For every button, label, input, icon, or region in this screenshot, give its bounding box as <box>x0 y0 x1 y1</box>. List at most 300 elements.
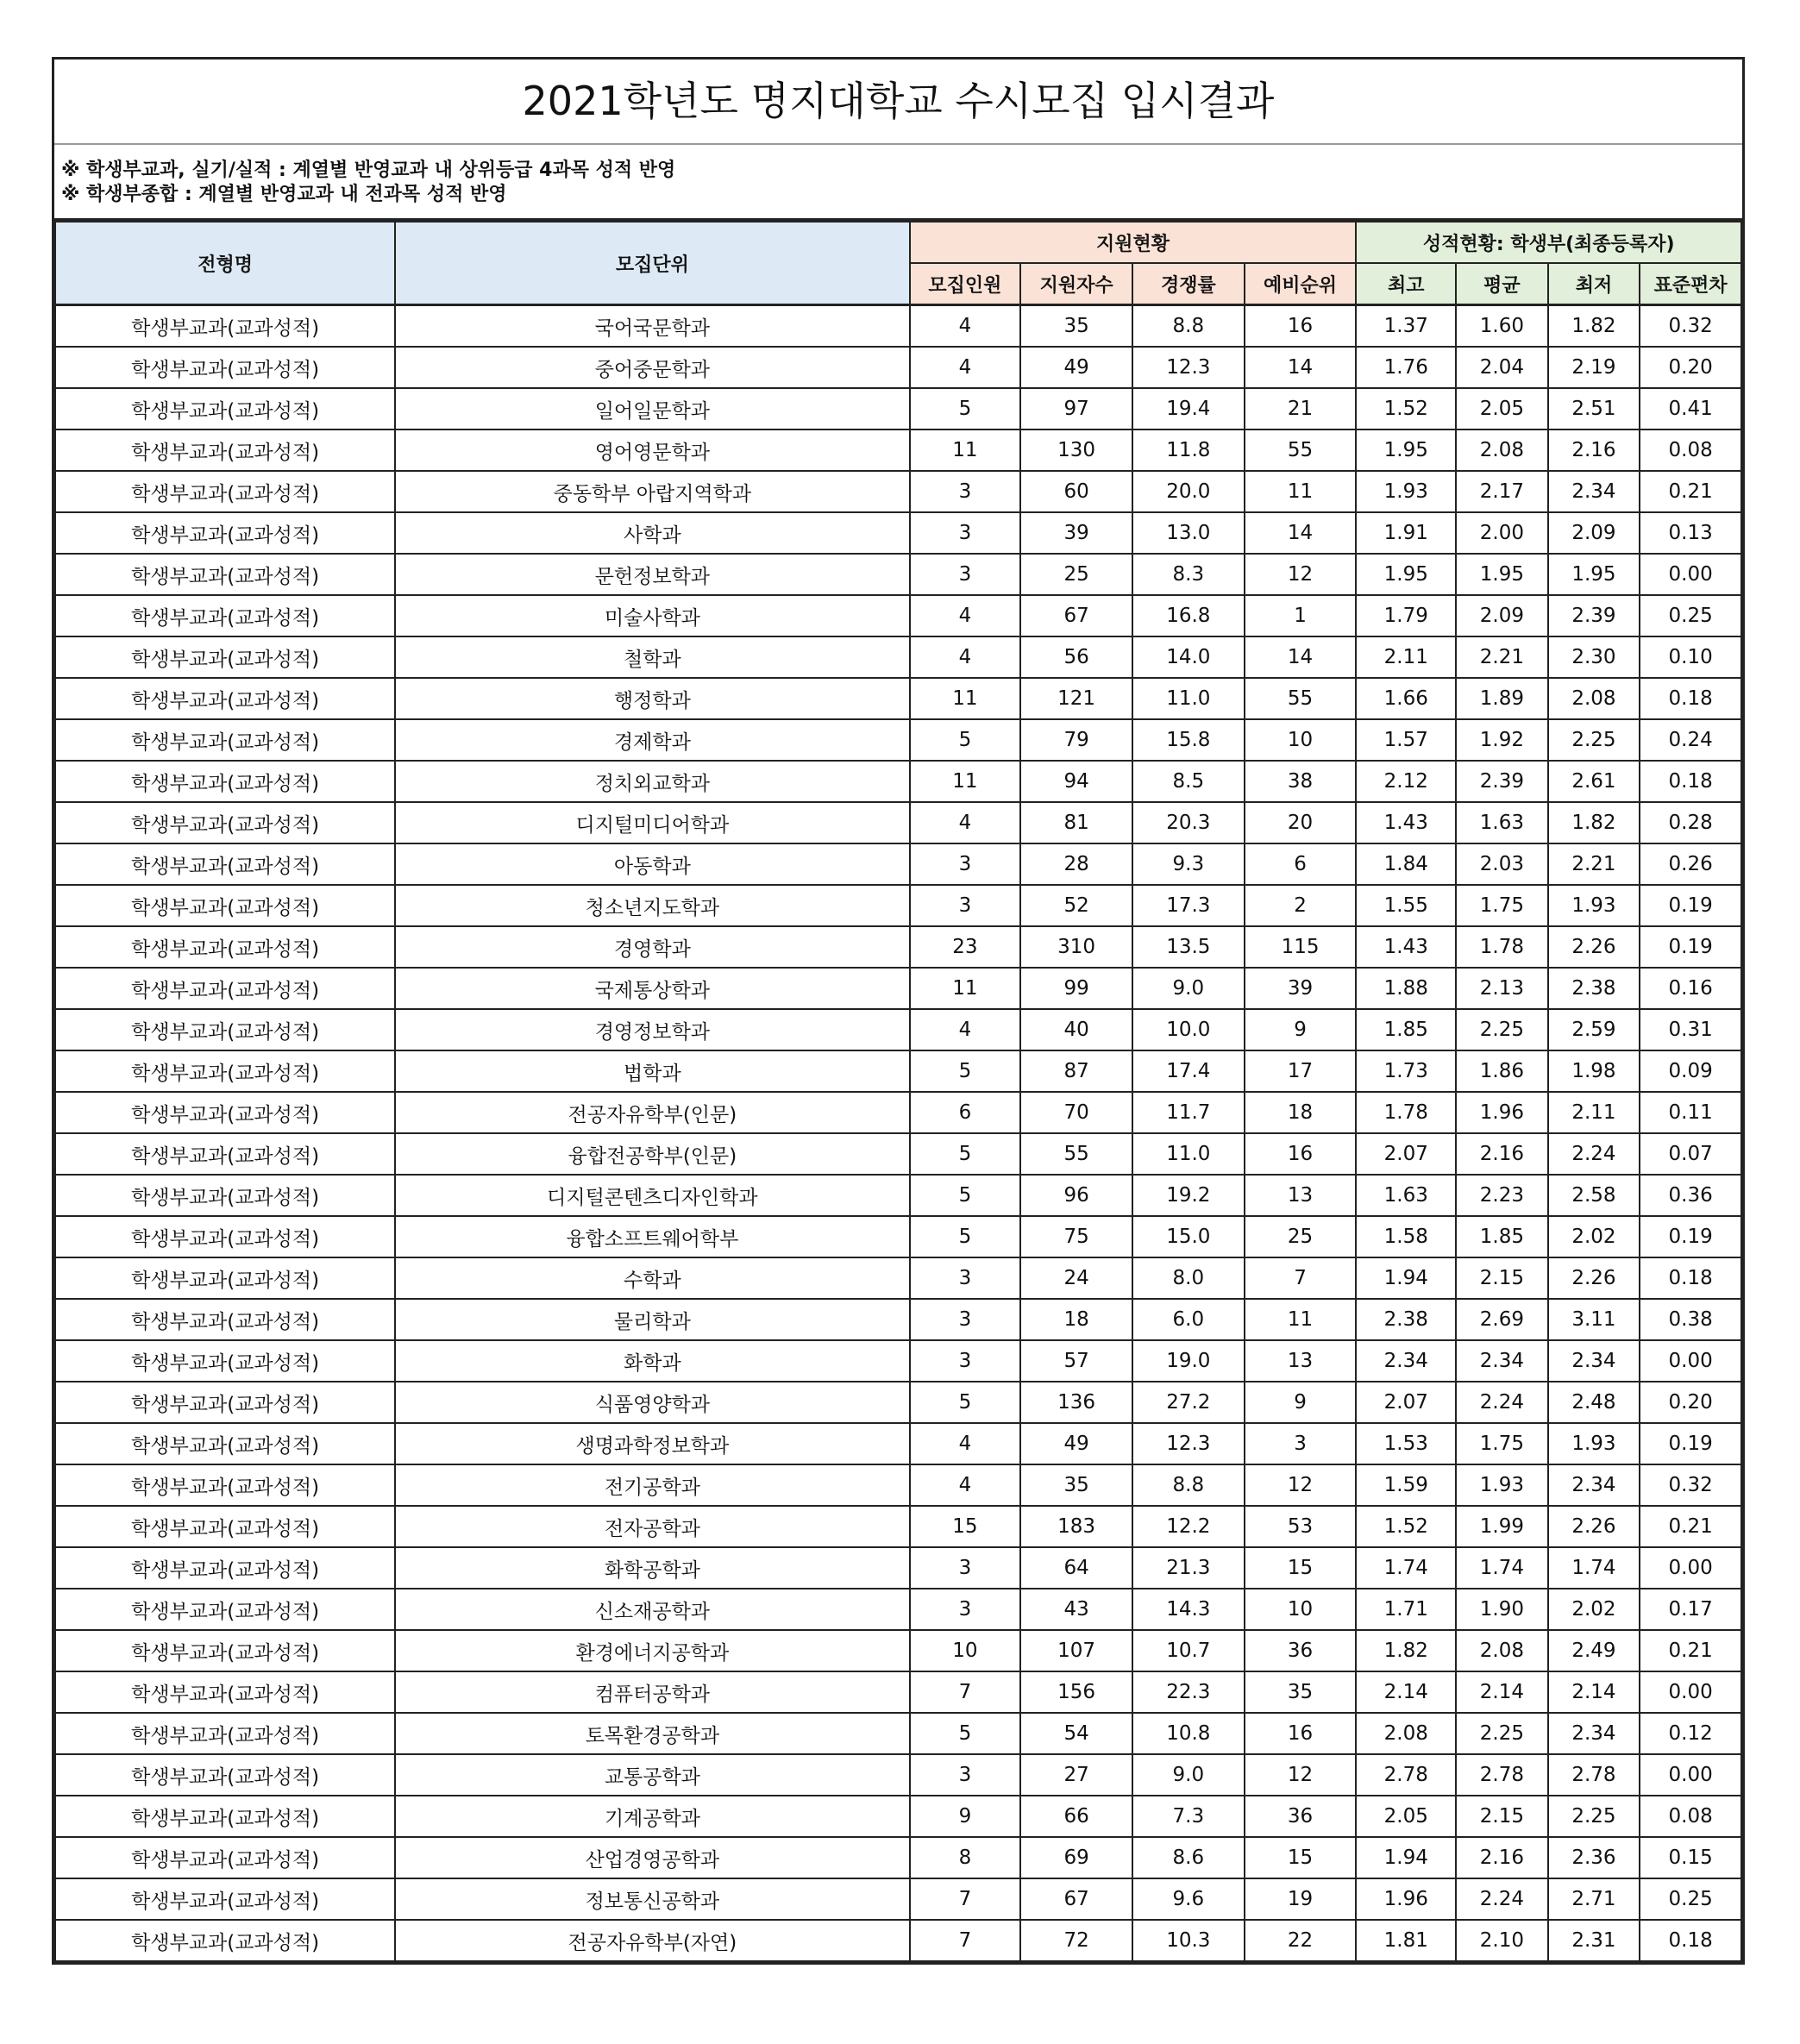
cell-applicants: 79 <box>1020 719 1132 761</box>
cell-ratio: 10.0 <box>1132 1009 1245 1050</box>
cell-waitlist: 14 <box>1245 512 1357 554</box>
table-row <box>55 305 1741 348</box>
cell-type: 학생부교과(교과성적) <box>55 636 395 678</box>
cell-stddev: 0.21 <box>1640 471 1741 512</box>
cell-worst: 2.09 <box>1548 512 1640 554</box>
table-row <box>55 1009 1741 1050</box>
cell-waitlist: 14 <box>1245 347 1357 388</box>
table-row <box>55 968 1741 1009</box>
cell-worst: 2.61 <box>1548 761 1640 802</box>
cell-quota: 4 <box>910 595 1021 636</box>
cell-unit: 전자공학과 <box>395 1506 909 1547</box>
cell-best: 1.94 <box>1356 1837 1456 1878</box>
table-row <box>55 512 1741 554</box>
table-row <box>55 1713 1741 1754</box>
cell-applicants: 55 <box>1020 1133 1132 1175</box>
cell-waitlist: 38 <box>1245 761 1357 802</box>
cell-type: 학생부교과(교과성적) <box>55 512 395 554</box>
cell-unit: 경영학과 <box>395 926 909 968</box>
cell-waitlist: 12 <box>1245 1754 1357 1796</box>
header-stddev: 표준편차 <box>1640 263 1741 305</box>
cell-ratio: 13.0 <box>1132 512 1245 554</box>
cell-worst: 2.59 <box>1548 1009 1640 1050</box>
cell-ratio: 17.4 <box>1132 1050 1245 1092</box>
cell-type: 학생부교과(교과성적) <box>55 926 395 968</box>
cell-applicants: 18 <box>1020 1299 1132 1340</box>
cell-mean: 2.69 <box>1456 1299 1548 1340</box>
cell-best: 2.07 <box>1356 1382 1456 1423</box>
cell-unit: 신소재공학과 <box>395 1589 909 1630</box>
cell-worst: 2.39 <box>1548 595 1640 636</box>
cell-applicants: 35 <box>1020 305 1132 348</box>
cell-ratio: 9.6 <box>1132 1878 1245 1920</box>
header-quota: 모집인원 <box>910 263 1021 305</box>
cell-best: 1.81 <box>1356 1920 1456 1961</box>
cell-ratio: 8.0 <box>1132 1257 1245 1299</box>
cell-applicants: 136 <box>1020 1382 1132 1423</box>
cell-ratio: 6.0 <box>1132 1299 1245 1340</box>
cell-stddev: 0.09 <box>1640 1050 1741 1092</box>
cell-applicants: 69 <box>1020 1837 1132 1878</box>
cell-applicants: 49 <box>1020 1423 1132 1464</box>
cell-mean: 2.15 <box>1456 1257 1548 1299</box>
cell-stddev: 0.10 <box>1640 636 1741 678</box>
cell-stddev: 0.11 <box>1640 1092 1741 1133</box>
header-group-apply: 지원현황 <box>910 222 1357 263</box>
cell-applicants: 87 <box>1020 1050 1132 1092</box>
cell-mean: 1.92 <box>1456 719 1548 761</box>
cell-applicants: 57 <box>1020 1340 1132 1382</box>
cell-mean: 2.24 <box>1456 1878 1548 1920</box>
cell-unit: 기계공학과 <box>395 1796 909 1837</box>
cell-applicants: 81 <box>1020 802 1132 843</box>
cell-stddev: 0.00 <box>1640 1547 1741 1589</box>
cell-stddev: 0.36 <box>1640 1175 1741 1216</box>
cell-worst: 2.34 <box>1548 1713 1640 1754</box>
header-mean: 평균 <box>1456 263 1548 305</box>
cell-best: 1.88 <box>1356 968 1456 1009</box>
cell-quota: 3 <box>910 512 1021 554</box>
cell-type: 학생부교과(교과성적) <box>55 1257 395 1299</box>
cell-waitlist: 36 <box>1245 1630 1357 1671</box>
cell-applicants: 121 <box>1020 678 1132 719</box>
cell-best: 1.43 <box>1356 926 1456 968</box>
cell-unit: 토목환경공학과 <box>395 1713 909 1754</box>
cell-type: 학생부교과(교과성적) <box>55 1340 395 1382</box>
header-applicants: 지원자수 <box>1020 263 1132 305</box>
page-title: 2021학년도 명지대학교 수시모집 입시결과 <box>54 60 1742 145</box>
cell-stddev: 0.16 <box>1640 968 1741 1009</box>
cell-stddev: 0.19 <box>1640 926 1741 968</box>
cell-mean: 1.89 <box>1456 678 1548 719</box>
header-worst: 최저 <box>1548 263 1640 305</box>
cell-stddev: 0.26 <box>1640 843 1741 885</box>
cell-unit: 물리학과 <box>395 1299 909 1340</box>
cell-ratio: 9.0 <box>1132 1754 1245 1796</box>
cell-type: 학생부교과(교과성적) <box>55 1589 395 1630</box>
table-row <box>55 1796 1741 1837</box>
cell-type: 학생부교과(교과성적) <box>55 1754 395 1796</box>
table-row <box>55 843 1741 885</box>
cell-best: 1.95 <box>1356 554 1456 595</box>
cell-waitlist: 25 <box>1245 1216 1357 1257</box>
header-type: 전형명 <box>55 222 395 305</box>
cell-mean: 1.86 <box>1456 1050 1548 1092</box>
header-best: 최고 <box>1356 263 1456 305</box>
cell-worst: 2.36 <box>1548 1837 1640 1878</box>
cell-type: 학생부교과(교과성적) <box>55 429 395 471</box>
cell-mean: 2.08 <box>1456 1630 1548 1671</box>
cell-ratio: 19.0 <box>1132 1340 1245 1382</box>
cell-quota: 11 <box>910 678 1021 719</box>
cell-stddev: 0.00 <box>1640 1671 1741 1713</box>
cell-worst: 2.78 <box>1548 1754 1640 1796</box>
cell-stddev: 0.25 <box>1640 1878 1741 1920</box>
cell-worst: 2.02 <box>1548 1216 1640 1257</box>
cell-quota: 5 <box>910 719 1021 761</box>
cell-applicants: 75 <box>1020 1216 1132 1257</box>
cell-best: 1.85 <box>1356 1009 1456 1050</box>
cell-worst: 2.08 <box>1548 678 1640 719</box>
cell-mean: 2.14 <box>1456 1671 1548 1713</box>
cell-ratio: 14.0 <box>1132 636 1245 678</box>
cell-best: 2.34 <box>1356 1340 1456 1382</box>
cell-mean: 2.16 <box>1456 1133 1548 1175</box>
cell-unit: 국어국문학과 <box>395 305 909 348</box>
cell-mean: 2.23 <box>1456 1175 1548 1216</box>
cell-worst: 2.26 <box>1548 1257 1640 1299</box>
cell-type: 학생부교과(교과성적) <box>55 1092 395 1133</box>
cell-stddev: 0.20 <box>1640 1382 1741 1423</box>
cell-stddev: 0.31 <box>1640 1009 1741 1050</box>
cell-applicants: 156 <box>1020 1671 1132 1713</box>
cell-stddev: 0.08 <box>1640 429 1741 471</box>
cell-ratio: 15.0 <box>1132 1216 1245 1257</box>
cell-type: 학생부교과(교과성적) <box>55 1837 395 1878</box>
header-ratio: 경쟁률 <box>1132 263 1245 305</box>
cell-quota: 5 <box>910 1713 1021 1754</box>
cell-quota: 5 <box>910 1216 1021 1257</box>
cell-mean: 1.95 <box>1456 554 1548 595</box>
cell-ratio: 27.2 <box>1132 1382 1245 1423</box>
table-row <box>55 802 1741 843</box>
cell-stddev: 0.13 <box>1640 512 1741 554</box>
cell-applicants: 54 <box>1020 1713 1132 1754</box>
cell-type: 학생부교과(교과성적) <box>55 678 395 719</box>
cell-ratio: 16.8 <box>1132 595 1245 636</box>
cell-waitlist: 18 <box>1245 1092 1357 1133</box>
cell-ratio: 14.3 <box>1132 1589 1245 1630</box>
cell-ratio: 8.6 <box>1132 1837 1245 1878</box>
results-sheet <box>52 57 1745 1965</box>
cell-unit: 화학공학과 <box>395 1547 909 1589</box>
cell-quota: 11 <box>910 761 1021 802</box>
cell-ratio: 20.3 <box>1132 802 1245 843</box>
cell-type: 학생부교과(교과성적) <box>55 802 395 843</box>
cell-type: 학생부교과(교과성적) <box>55 1175 395 1216</box>
cell-unit: 화학과 <box>395 1340 909 1382</box>
cell-worst: 2.16 <box>1548 429 1640 471</box>
cell-quota: 3 <box>910 885 1021 926</box>
cell-mean: 2.24 <box>1456 1382 1548 1423</box>
cell-ratio: 8.8 <box>1132 305 1245 348</box>
cell-ratio: 10.7 <box>1132 1630 1245 1671</box>
cell-mean: 2.13 <box>1456 968 1548 1009</box>
cell-unit: 정치외교학과 <box>395 761 909 802</box>
cell-quota: 3 <box>910 1299 1021 1340</box>
cell-applicants: 64 <box>1020 1547 1132 1589</box>
cell-quota: 4 <box>910 347 1021 388</box>
cell-waitlist: 16 <box>1245 1133 1357 1175</box>
cell-best: 1.63 <box>1356 1175 1456 1216</box>
cell-best: 2.14 <box>1356 1671 1456 1713</box>
cell-type: 학생부교과(교과성적) <box>55 1796 395 1837</box>
cell-quota: 3 <box>910 1754 1021 1796</box>
cell-best: 2.05 <box>1356 1796 1456 1837</box>
cell-worst: 1.95 <box>1548 554 1640 595</box>
cell-worst: 2.11 <box>1548 1092 1640 1133</box>
cell-type: 학생부교과(교과성적) <box>55 1878 395 1920</box>
cell-waitlist: 17 <box>1245 1050 1357 1092</box>
cell-worst: 2.24 <box>1548 1133 1640 1175</box>
cell-applicants: 52 <box>1020 885 1132 926</box>
table-row <box>55 471 1741 512</box>
table-row <box>55 1630 1741 1671</box>
cell-mean: 1.90 <box>1456 1589 1548 1630</box>
cell-best: 2.07 <box>1356 1133 1456 1175</box>
cell-applicants: 60 <box>1020 471 1132 512</box>
cell-worst: 1.98 <box>1548 1050 1640 1092</box>
cell-mean: 2.04 <box>1456 347 1548 388</box>
cell-type: 학생부교과(교과성적) <box>55 843 395 885</box>
cell-best: 1.43 <box>1356 802 1456 843</box>
cell-stddev: 0.18 <box>1640 678 1741 719</box>
cell-waitlist: 10 <box>1245 1589 1357 1630</box>
cell-waitlist: 11 <box>1245 471 1357 512</box>
cell-ratio: 21.3 <box>1132 1547 1245 1589</box>
cell-type: 학생부교과(교과성적) <box>55 1630 395 1671</box>
cell-type: 학생부교과(교과성적) <box>55 968 395 1009</box>
cell-unit: 융합전공학부(인문) <box>395 1133 909 1175</box>
table-row <box>55 1754 1741 1796</box>
cell-unit: 융합소프트웨어학부 <box>395 1216 909 1257</box>
cell-quota: 6 <box>910 1092 1021 1133</box>
cell-type: 학생부교과(교과성적) <box>55 1050 395 1092</box>
cell-worst: 3.11 <box>1548 1299 1640 1340</box>
cell-unit: 식품영양학과 <box>395 1382 909 1423</box>
cell-best: 1.71 <box>1356 1589 1456 1630</box>
cell-quota: 3 <box>910 1340 1021 1382</box>
cell-waitlist: 55 <box>1245 429 1357 471</box>
cell-applicants: 27 <box>1020 1754 1132 1796</box>
cell-mean: 2.08 <box>1456 429 1548 471</box>
table-row <box>55 1423 1741 1464</box>
cell-applicants: 40 <box>1020 1009 1132 1050</box>
cell-waitlist: 1 <box>1245 595 1357 636</box>
cell-waitlist: 7 <box>1245 1257 1357 1299</box>
cell-best: 1.53 <box>1356 1423 1456 1464</box>
cell-unit: 환경에너지공학과 <box>395 1630 909 1671</box>
cell-applicants: 56 <box>1020 636 1132 678</box>
cell-applicants: 49 <box>1020 347 1132 388</box>
cell-type: 학생부교과(교과성적) <box>55 1382 395 1423</box>
cell-waitlist: 15 <box>1245 1837 1357 1878</box>
cell-mean: 2.39 <box>1456 761 1548 802</box>
cell-ratio: 19.2 <box>1132 1175 1245 1216</box>
table-row <box>55 1547 1741 1589</box>
cell-waitlist: 39 <box>1245 968 1357 1009</box>
cell-unit: 중동학부 아랍지역학과 <box>395 471 909 512</box>
cell-stddev: 0.21 <box>1640 1506 1741 1547</box>
cell-unit: 철학과 <box>395 636 909 678</box>
cell-waitlist: 22 <box>1245 1920 1357 1961</box>
cell-worst: 1.93 <box>1548 885 1640 926</box>
cell-stddev: 0.41 <box>1640 388 1741 429</box>
cell-worst: 1.93 <box>1548 1423 1640 1464</box>
cell-waitlist: 115 <box>1245 926 1357 968</box>
cell-type: 학생부교과(교과성적) <box>55 388 395 429</box>
cell-unit: 사학과 <box>395 512 909 554</box>
cell-unit: 교통공학과 <box>395 1754 909 1796</box>
cell-quota: 4 <box>910 305 1021 348</box>
notes-block <box>54 145 1742 221</box>
cell-waitlist: 9 <box>1245 1009 1357 1050</box>
cell-ratio: 20.0 <box>1132 471 1245 512</box>
cell-type: 학생부교과(교과성적) <box>55 1299 395 1340</box>
cell-waitlist: 53 <box>1245 1506 1357 1547</box>
cell-unit: 디지털미디어학과 <box>395 802 909 843</box>
cell-waitlist: 3 <box>1245 1423 1357 1464</box>
cell-stddev: 0.18 <box>1640 1920 1741 1961</box>
cell-best: 1.58 <box>1356 1216 1456 1257</box>
cell-type: 학생부교과(교과성적) <box>55 1506 395 1547</box>
cell-ratio: 10.8 <box>1132 1713 1245 1754</box>
cell-quota: 4 <box>910 1464 1021 1506</box>
cell-quota: 5 <box>910 1050 1021 1092</box>
table-row <box>55 429 1741 471</box>
cell-ratio: 9.0 <box>1132 968 1245 1009</box>
table-row <box>55 1589 1741 1630</box>
cell-worst: 2.25 <box>1548 719 1640 761</box>
cell-ratio: 15.8 <box>1132 719 1245 761</box>
cell-worst: 2.34 <box>1548 1464 1640 1506</box>
cell-unit: 경제학과 <box>395 719 909 761</box>
cell-ratio: 8.3 <box>1132 554 1245 595</box>
table-row <box>55 388 1741 429</box>
cell-mean: 2.16 <box>1456 1837 1548 1878</box>
cell-applicants: 310 <box>1020 926 1132 968</box>
cell-waitlist: 15 <box>1245 1547 1357 1589</box>
cell-applicants: 67 <box>1020 1878 1132 1920</box>
cell-stddev: 0.15 <box>1640 1837 1741 1878</box>
cell-best: 2.08 <box>1356 1713 1456 1754</box>
table-row <box>55 1216 1741 1257</box>
cell-worst: 2.58 <box>1548 1175 1640 1216</box>
cell-quota: 4 <box>910 636 1021 678</box>
cell-quota: 3 <box>910 843 1021 885</box>
table-row <box>55 885 1741 926</box>
header-group-grade: 성적현황: 학생부(최종등록자) <box>1356 222 1741 263</box>
cell-stddev: 0.19 <box>1640 885 1741 926</box>
cell-mean: 1.93 <box>1456 1464 1548 1506</box>
cell-unit: 중어중문학과 <box>395 347 909 388</box>
cell-quota: 3 <box>910 554 1021 595</box>
cell-ratio: 17.3 <box>1132 885 1245 926</box>
cell-mean: 2.15 <box>1456 1796 1548 1837</box>
cell-best: 1.74 <box>1356 1547 1456 1589</box>
cell-type: 학생부교과(교과성적) <box>55 1423 395 1464</box>
cell-stddev: 0.08 <box>1640 1796 1741 1837</box>
cell-applicants: 67 <box>1020 595 1132 636</box>
cell-ratio: 12.3 <box>1132 1423 1245 1464</box>
cell-mean: 2.34 <box>1456 1340 1548 1382</box>
cell-applicants: 39 <box>1020 512 1132 554</box>
cell-type: 학생부교과(교과성적) <box>55 1464 395 1506</box>
cell-stddev: 0.00 <box>1640 1754 1741 1796</box>
cell-worst: 2.34 <box>1548 1340 1640 1382</box>
cell-best: 1.52 <box>1356 388 1456 429</box>
cell-ratio: 11.0 <box>1132 678 1245 719</box>
cell-stddev: 0.17 <box>1640 1589 1741 1630</box>
cell-mean: 2.17 <box>1456 471 1548 512</box>
cell-unit: 경영정보학과 <box>395 1009 909 1050</box>
cell-quota: 4 <box>910 802 1021 843</box>
cell-best: 1.73 <box>1356 1050 1456 1092</box>
cell-unit: 산업경영공학과 <box>395 1837 909 1878</box>
cell-stddev: 0.20 <box>1640 347 1741 388</box>
cell-quota: 10 <box>910 1630 1021 1671</box>
cell-quota: 4 <box>910 1009 1021 1050</box>
cell-quota: 3 <box>910 1589 1021 1630</box>
cell-best: 1.37 <box>1356 305 1456 348</box>
cell-quota: 7 <box>910 1671 1021 1713</box>
cell-worst: 2.48 <box>1548 1382 1640 1423</box>
cell-unit: 정보통신공학과 <box>395 1878 909 1920</box>
cell-mean: 1.85 <box>1456 1216 1548 1257</box>
cell-waitlist: 19 <box>1245 1878 1357 1920</box>
cell-quota: 3 <box>910 1547 1021 1589</box>
cell-unit: 전공자유학부(인문) <box>395 1092 909 1133</box>
cell-type: 학생부교과(교과성적) <box>55 761 395 802</box>
cell-best: 1.96 <box>1356 1878 1456 1920</box>
cell-worst: 1.82 <box>1548 305 1640 348</box>
cell-applicants: 43 <box>1020 1589 1132 1630</box>
cell-ratio: 12.3 <box>1132 347 1245 388</box>
cell-quota: 23 <box>910 926 1021 968</box>
cell-applicants: 94 <box>1020 761 1132 802</box>
note-line: ※ 학생부교과, 실기/실적 : 계열별 반영교과 내 상위등급 4과목 성적 반영 <box>61 160 676 181</box>
cell-best: 2.11 <box>1356 636 1456 678</box>
table-row <box>55 1340 1741 1382</box>
cell-stddev: 0.07 <box>1640 1133 1741 1175</box>
cell-worst: 2.49 <box>1548 1630 1640 1671</box>
cell-best: 1.66 <box>1356 678 1456 719</box>
cell-worst: 2.71 <box>1548 1878 1640 1920</box>
cell-waitlist: 21 <box>1245 388 1357 429</box>
cell-applicants: 107 <box>1020 1630 1132 1671</box>
cell-applicants: 35 <box>1020 1464 1132 1506</box>
table-row <box>55 1257 1741 1299</box>
cell-quota: 8 <box>910 1837 1021 1878</box>
cell-worst: 2.14 <box>1548 1671 1640 1713</box>
cell-ratio: 11.7 <box>1132 1092 1245 1133</box>
cell-unit: 영어영문학과 <box>395 429 909 471</box>
cell-best: 2.78 <box>1356 1754 1456 1796</box>
cell-stddev: 0.19 <box>1640 1216 1741 1257</box>
cell-mean: 2.03 <box>1456 843 1548 885</box>
cell-waitlist: 12 <box>1245 554 1357 595</box>
cell-type: 학생부교과(교과성적) <box>55 1547 395 1589</box>
